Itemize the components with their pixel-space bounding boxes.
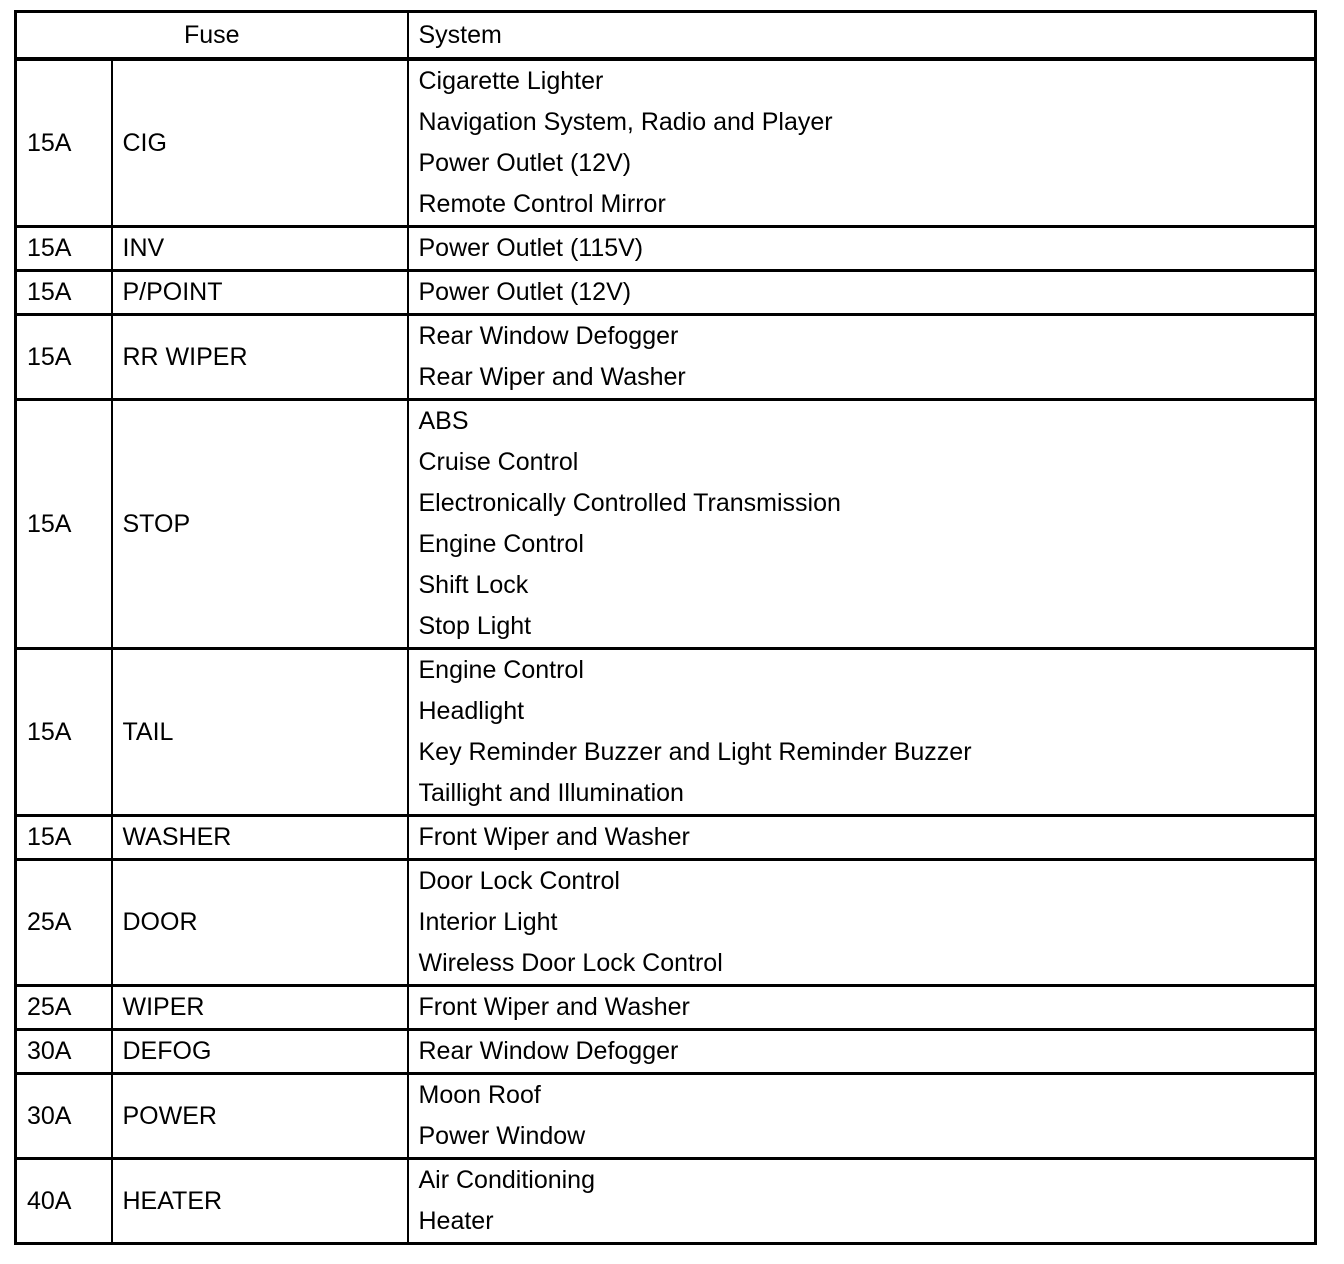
system-cell xyxy=(408,816,1316,860)
fuse-name: P/POINT xyxy=(112,271,408,315)
system-item: Engine Control xyxy=(418,656,584,684)
fuse-amperage: 15A xyxy=(16,816,112,860)
system-cell xyxy=(408,1074,1316,1159)
system-cell xyxy=(408,59,1316,227)
fuse-name: HEATER xyxy=(112,1159,408,1244)
fuse-amperage: 25A xyxy=(16,860,112,986)
system-item: Interior Light xyxy=(418,908,558,936)
fuse-amperage: 30A xyxy=(16,1030,112,1074)
table-row xyxy=(16,1159,1316,1244)
table-row xyxy=(16,816,1316,860)
system-item: Headlight xyxy=(418,697,525,725)
system-cell xyxy=(408,1030,1316,1074)
system-item: Air Conditioning xyxy=(418,1166,595,1194)
system-item: Cigarette Lighter xyxy=(418,67,604,95)
system-item: Cruise Control xyxy=(418,448,579,476)
fuse-amperage: 15A xyxy=(16,315,112,400)
system-cell xyxy=(408,227,1316,271)
fuse-name: RR WIPER xyxy=(112,315,408,400)
system-item: Moon Roof xyxy=(418,1081,541,1109)
system-item: Rear Window Defogger xyxy=(418,1037,679,1065)
system-item: Electronically Controlled Transmission xyxy=(418,489,841,517)
system-item: Shift Lock xyxy=(418,571,529,599)
system-item: Power Outlet (12V) xyxy=(418,149,632,177)
system-item: Wireless Door Lock Control xyxy=(418,949,723,977)
system-item: Engine Control xyxy=(418,530,584,558)
table-row xyxy=(16,400,1316,649)
system-item: Taillight and Illumination xyxy=(418,779,684,807)
fuse-name: DEFOG xyxy=(112,1030,408,1074)
system-item: Rear Window Defogger xyxy=(418,322,679,350)
fuse-name: TAIL xyxy=(112,649,408,816)
system-item: Power Outlet (12V) xyxy=(418,278,632,306)
header-row xyxy=(16,12,1316,60)
table-row xyxy=(16,315,1316,400)
system-item: Power Outlet (115V) xyxy=(418,234,644,262)
system-cell xyxy=(408,649,1316,816)
system-cell xyxy=(408,400,1316,649)
table-row xyxy=(16,59,1316,227)
fuse-table-body xyxy=(16,59,1316,1244)
system-cell xyxy=(408,860,1316,986)
fuse-amperage: 40A xyxy=(16,1159,112,1244)
system-header: System xyxy=(408,12,1316,60)
fuse-amperage: 15A xyxy=(16,59,112,227)
system-item: Front Wiper and Washer xyxy=(418,993,690,1021)
system-cell xyxy=(408,315,1316,400)
table-row xyxy=(16,1074,1316,1159)
table-row xyxy=(16,860,1316,986)
fuse-name: STOP xyxy=(112,400,408,649)
table-row xyxy=(16,271,1316,315)
table-row xyxy=(16,227,1316,271)
fuse-name: WASHER xyxy=(112,816,408,860)
fuse-amperage: 15A xyxy=(16,227,112,271)
fuse-amperage: 25A xyxy=(16,986,112,1030)
fuse-name: WIPER xyxy=(112,986,408,1030)
fuse-amperage: 15A xyxy=(16,400,112,649)
fuse-amperage: 30A xyxy=(16,1074,112,1159)
table-row xyxy=(16,649,1316,816)
system-item: Power Window xyxy=(418,1122,586,1150)
fuse-amperage: 15A xyxy=(16,271,112,315)
system-item: Key Reminder Buzzer and Light Reminder Buzzer xyxy=(418,738,972,766)
fuse-header: Fuse xyxy=(16,12,408,60)
fuse-name: POWER xyxy=(112,1074,408,1159)
fuse-name: DOOR xyxy=(112,860,408,986)
system-item: Remote Control Mirror xyxy=(418,190,666,218)
system-item: Front Wiper and Washer xyxy=(418,823,690,851)
system-item: Heater xyxy=(418,1207,494,1235)
fuse-name: CIG xyxy=(112,59,408,227)
system-cell xyxy=(408,986,1316,1030)
system-item: Rear Wiper and Washer xyxy=(418,363,686,391)
system-item: ABS xyxy=(418,407,469,435)
system-item: Stop Light xyxy=(418,612,532,640)
fuse-amperage: 15A xyxy=(16,649,112,816)
system-item: Door Lock Control xyxy=(418,867,620,895)
fuse-name: INV xyxy=(112,227,408,271)
system-item: Navigation System, Radio and Player xyxy=(418,108,833,136)
system-cell xyxy=(408,271,1316,315)
fuse-table xyxy=(14,10,1317,1245)
table-row xyxy=(16,986,1316,1030)
table-row xyxy=(16,1030,1316,1074)
system-cell xyxy=(408,1159,1316,1244)
